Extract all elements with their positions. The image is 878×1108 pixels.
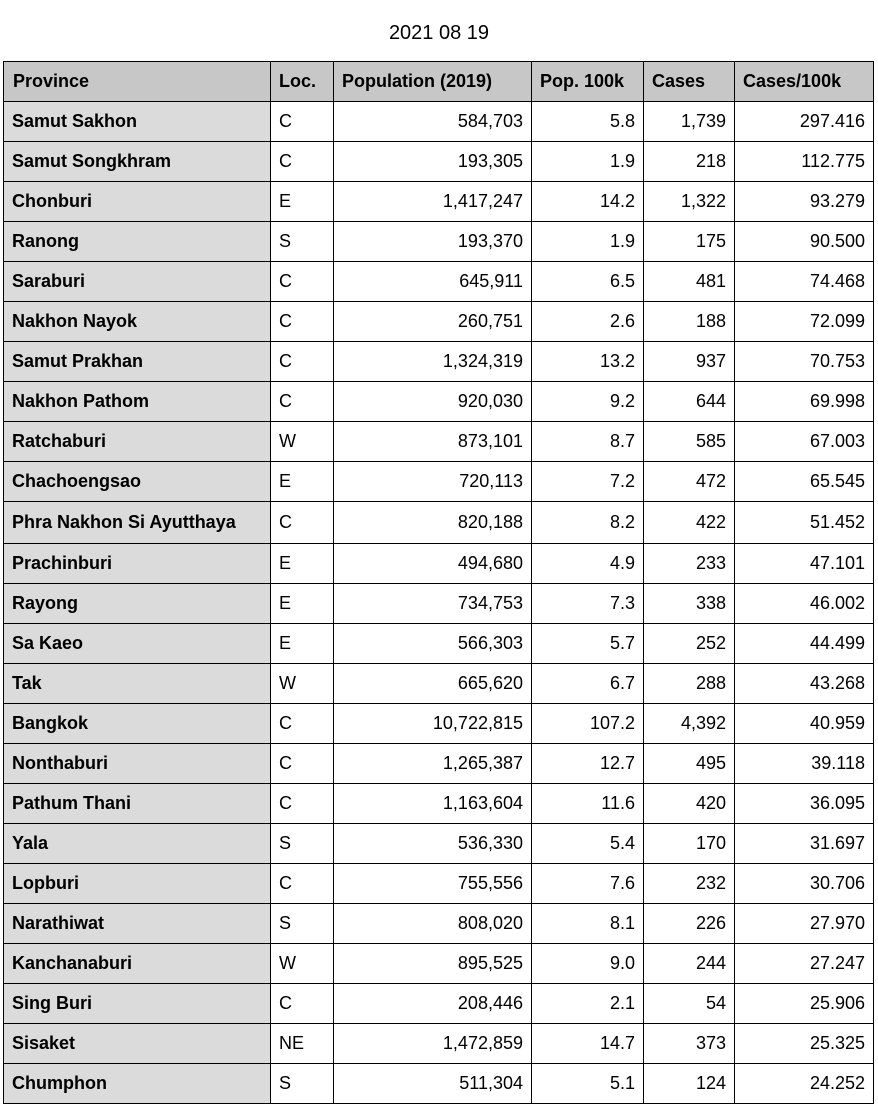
pop-100k-cell[interactable]: 14.2: [532, 182, 644, 222]
header-row: [4, 62, 874, 102]
cases-per-100k-cell[interactable]: 112.775: [735, 142, 874, 182]
cases-cell[interactable]: 373: [644, 1024, 735, 1064]
pop-100k-cell[interactable]: 1.9: [532, 222, 644, 262]
loc-cell[interactable]: E: [271, 624, 334, 664]
province-cell[interactable]: Nakhon Pathom: [4, 382, 271, 422]
loc-cell[interactable]: C: [271, 984, 334, 1024]
cases-per-100k-cell[interactable]: 46.002: [735, 584, 874, 624]
province-cases-table: [3, 61, 874, 1104]
table-row: [4, 382, 874, 422]
pop-100k-cell[interactable]: 8.7: [532, 422, 644, 462]
table-row: [4, 904, 874, 944]
population-cell[interactable]: 10,722,815: [334, 704, 532, 744]
column-header-cases[interactable]: Cases: [644, 62, 735, 102]
province-cell[interactable]: Phra Nakhon Si Ayutthaya: [4, 502, 271, 544]
population-cell[interactable]: 193,370: [334, 222, 532, 262]
loc-cell[interactable]: W: [271, 944, 334, 984]
province-cell[interactable]: Kanchanaburi: [4, 944, 271, 984]
loc-cell[interactable]: NE: [271, 1024, 334, 1064]
province-cell[interactable]: Sing Buri: [4, 984, 271, 1024]
pop-100k-cell[interactable]: 13.2: [532, 342, 644, 382]
province-cell[interactable]: Ratchaburi: [4, 422, 271, 462]
province-cell[interactable]: Nonthaburi: [4, 744, 271, 784]
loc-cell[interactable]: C: [271, 864, 334, 904]
table-row: [4, 544, 874, 584]
cases-cell[interactable]: 472: [644, 462, 735, 502]
province-cell[interactable]: Tak: [4, 664, 271, 704]
column-header-cases-per-100k[interactable]: Cases/100k: [735, 62, 874, 102]
pop-100k-cell[interactable]: 14.7: [532, 1024, 644, 1064]
table-row: [4, 704, 874, 744]
loc-cell[interactable]: C: [271, 142, 334, 182]
population-cell[interactable]: 494,680: [334, 544, 532, 584]
cases-cell[interactable]: 252: [644, 624, 735, 664]
province-cell[interactable]: Narathiwat: [4, 904, 271, 944]
loc-cell[interactable]: C: [271, 102, 334, 142]
cases-cell[interactable]: 124: [644, 1064, 735, 1104]
table-row: [4, 262, 874, 302]
pop-100k-cell[interactable]: 107.2: [532, 704, 644, 744]
cases-per-100k-cell[interactable]: 72.099: [735, 302, 874, 342]
province-cell[interactable]: Ranong: [4, 222, 271, 262]
column-header-province[interactable]: Province: [4, 62, 271, 102]
population-cell[interactable]: 720,113: [334, 462, 532, 502]
loc-cell[interactable]: E: [271, 182, 334, 222]
cases-cell[interactable]: 232: [644, 864, 735, 904]
pop-100k-cell[interactable]: 8.2: [532, 502, 644, 544]
table-row: [4, 824, 874, 864]
table-row: [4, 222, 874, 262]
loc-cell[interactable]: C: [271, 744, 334, 784]
table-row: [4, 342, 874, 382]
cases-per-100k-cell[interactable]: 27.247: [735, 944, 874, 984]
pop-100k-cell[interactable]: 9.2: [532, 382, 644, 422]
population-cell[interactable]: 734,753: [334, 584, 532, 624]
pop-100k-cell[interactable]: 4.9: [532, 544, 644, 584]
loc-cell[interactable]: C: [271, 382, 334, 422]
cases-cell[interactable]: 4,392: [644, 704, 735, 744]
table-row: [4, 984, 874, 1024]
pop-100k-cell[interactable]: 6.5: [532, 262, 644, 302]
cases-cell[interactable]: 226: [644, 904, 735, 944]
loc-cell[interactable]: S: [271, 904, 334, 944]
loc-cell[interactable]: S: [271, 1064, 334, 1104]
pop-100k-cell[interactable]: 7.6: [532, 864, 644, 904]
loc-cell[interactable]: S: [271, 824, 334, 864]
loc-cell[interactable]: C: [271, 302, 334, 342]
cases-per-100k-cell[interactable]: 297.416: [735, 102, 874, 142]
cases-per-100k-cell[interactable]: 43.268: [735, 664, 874, 704]
cases-per-100k-cell[interactable]: 31.697: [735, 824, 874, 864]
cases-cell[interactable]: 937: [644, 342, 735, 382]
loc-cell[interactable]: C: [271, 784, 334, 824]
province-cell[interactable]: Chumphon: [4, 1064, 271, 1104]
province-cell[interactable]: Yala: [4, 824, 271, 864]
pop-100k-cell[interactable]: 6.7: [532, 664, 644, 704]
pop-100k-cell[interactable]: 1.9: [532, 142, 644, 182]
pop-100k-cell[interactable]: 11.6: [532, 784, 644, 824]
cases-cell[interactable]: 1,739: [644, 102, 735, 142]
loc-cell[interactable]: W: [271, 664, 334, 704]
population-cell[interactable]: 665,620: [334, 664, 532, 704]
province-cell[interactable]: Samut Songkhram: [4, 142, 271, 182]
pop-100k-cell[interactable]: 9.0: [532, 944, 644, 984]
loc-cell[interactable]: W: [271, 422, 334, 462]
cases-cell[interactable]: 585: [644, 422, 735, 462]
table-row: [4, 502, 874, 544]
column-header-pop-100k[interactable]: Pop. 100k: [532, 62, 644, 102]
table-row: [4, 1024, 874, 1064]
province-cell[interactable]: Bangkok: [4, 704, 271, 744]
column-header-population[interactable]: Population (2019): [334, 62, 532, 102]
table-row: [4, 182, 874, 222]
cases-cell[interactable]: 644: [644, 382, 735, 422]
pop-100k-cell[interactable]: 5.4: [532, 824, 644, 864]
cases-per-100k-cell[interactable]: 30.706: [735, 864, 874, 904]
cases-per-100k-cell[interactable]: 90.500: [735, 222, 874, 262]
province-cell[interactable]: Saraburi: [4, 262, 271, 302]
table-row: [4, 664, 874, 704]
cases-per-100k-cell[interactable]: 70.753: [735, 342, 874, 382]
table-row: [4, 462, 874, 502]
column-header-loc[interactable]: Loc.: [271, 62, 334, 102]
population-cell[interactable]: 1,472,859: [334, 1024, 532, 1064]
loc-cell[interactable]: C: [271, 342, 334, 382]
cases-cell[interactable]: 338: [644, 584, 735, 624]
province-cell[interactable]: Chachoengsao: [4, 462, 271, 502]
cases-per-100k-cell[interactable]: 44.499: [735, 624, 874, 664]
cases-per-100k-cell[interactable]: 69.998: [735, 382, 874, 422]
province-cell[interactable]: Samut Prakhan: [4, 342, 271, 382]
table-row: [4, 422, 874, 462]
pop-100k-cell[interactable]: 12.7: [532, 744, 644, 784]
cases-per-100k-cell[interactable]: 67.003: [735, 422, 874, 462]
population-cell[interactable]: 645,911: [334, 262, 532, 302]
table-row: [4, 142, 874, 182]
pop-100k-cell[interactable]: 5.1: [532, 1064, 644, 1104]
cases-cell[interactable]: 420: [644, 784, 735, 824]
population-cell[interactable]: 808,020: [334, 904, 532, 944]
cases-cell[interactable]: 54: [644, 984, 735, 1024]
cases-per-100k-cell[interactable]: 74.468: [735, 262, 874, 302]
loc-cell[interactable]: C: [271, 502, 334, 544]
cases-per-100k-cell[interactable]: 36.095: [735, 784, 874, 824]
province-cell[interactable]: Rayong: [4, 584, 271, 624]
cases-per-100k-cell[interactable]: 40.959: [735, 704, 874, 744]
population-cell[interactable]: 511,304: [334, 1064, 532, 1104]
cases-per-100k-cell[interactable]: 25.906: [735, 984, 874, 1024]
loc-cell[interactable]: E: [271, 584, 334, 624]
cases-cell[interactable]: 481: [644, 262, 735, 302]
loc-cell[interactable]: E: [271, 544, 334, 584]
pop-100k-cell[interactable]: 7.2: [532, 462, 644, 502]
province-cell[interactable]: Sa Kaeo: [4, 624, 271, 664]
cases-per-100k-cell[interactable]: 27.970: [735, 904, 874, 944]
population-cell[interactable]: 566,303: [334, 624, 532, 664]
table-row: [4, 302, 874, 342]
population-cell[interactable]: 1,265,387: [334, 744, 532, 784]
cases-cell[interactable]: 422: [644, 502, 735, 544]
population-cell[interactable]: 584,703: [334, 102, 532, 142]
pop-100k-cell[interactable]: 8.1: [532, 904, 644, 944]
population-cell[interactable]: 260,751: [334, 302, 532, 342]
population-cell[interactable]: 1,324,319: [334, 342, 532, 382]
table-row: [4, 944, 874, 984]
cases-cell[interactable]: 495: [644, 744, 735, 784]
province-cell[interactable]: Lopburi: [4, 864, 271, 904]
population-cell[interactable]: 1,163,604: [334, 784, 532, 824]
province-cell[interactable]: Nakhon Nayok: [4, 302, 271, 342]
table-row: [4, 864, 874, 904]
pop-100k-cell[interactable]: 7.3: [532, 584, 644, 624]
pop-100k-cell[interactable]: 2.6: [532, 302, 644, 342]
province-cell[interactable]: Chonburi: [4, 182, 271, 222]
province-cell[interactable]: Sisaket: [4, 1024, 271, 1064]
province-cell[interactable]: Pathum Thani: [4, 784, 271, 824]
cases-cell[interactable]: 175: [644, 222, 735, 262]
table-body: [4, 102, 874, 1104]
cases-per-100k-cell[interactable]: 65.545: [735, 462, 874, 502]
page-title: 2021 08 19: [388, 22, 490, 44]
population-cell[interactable]: 208,446: [334, 984, 532, 1024]
population-cell[interactable]: 920,030: [334, 382, 532, 422]
cases-per-100k-cell[interactable]: 93.279: [735, 182, 874, 222]
loc-cell[interactable]: C: [271, 704, 334, 744]
cases-cell[interactable]: 244: [644, 944, 735, 984]
cases-per-100k-cell[interactable]: 47.101: [735, 544, 874, 584]
cases-per-100k-cell[interactable]: 39.118: [735, 744, 874, 784]
cases-per-100k-cell[interactable]: 51.452: [735, 502, 874, 544]
cases-per-100k-cell[interactable]: 24.252: [735, 1064, 874, 1104]
cases-cell[interactable]: 288: [644, 664, 735, 704]
loc-cell[interactable]: C: [271, 262, 334, 302]
population-cell[interactable]: 193,305: [334, 142, 532, 182]
pop-100k-cell[interactable]: 5.8: [532, 102, 644, 142]
pop-100k-cell[interactable]: 2.1: [532, 984, 644, 1024]
population-cell[interactable]: 895,525: [334, 944, 532, 984]
province-cell[interactable]: Samut Sakhon: [4, 102, 271, 142]
population-cell[interactable]: 1,417,247: [334, 182, 532, 222]
table-row: [4, 624, 874, 664]
cases-cell[interactable]: 1,322: [644, 182, 735, 222]
population-cell[interactable]: 820,188: [334, 502, 532, 544]
table-row: [4, 744, 874, 784]
population-cell[interactable]: 755,556: [334, 864, 532, 904]
loc-cell[interactable]: S: [271, 222, 334, 262]
cases-cell[interactable]: 188: [644, 302, 735, 342]
population-cell[interactable]: 873,101: [334, 422, 532, 462]
loc-cell[interactable]: E: [271, 462, 334, 502]
table-row: [4, 102, 874, 142]
table-row: [4, 784, 874, 824]
table-row: [4, 1064, 874, 1104]
province-cell[interactable]: Prachinburi: [4, 544, 271, 584]
cases-cell[interactable]: 218: [644, 142, 735, 182]
population-cell[interactable]: 536,330: [334, 824, 532, 864]
cases-cell[interactable]: 170: [644, 824, 735, 864]
cases-per-100k-cell[interactable]: 25.325: [735, 1024, 874, 1064]
cases-cell[interactable]: 233: [644, 544, 735, 584]
pop-100k-cell[interactable]: 5.7: [532, 624, 644, 664]
table-row: [4, 584, 874, 624]
